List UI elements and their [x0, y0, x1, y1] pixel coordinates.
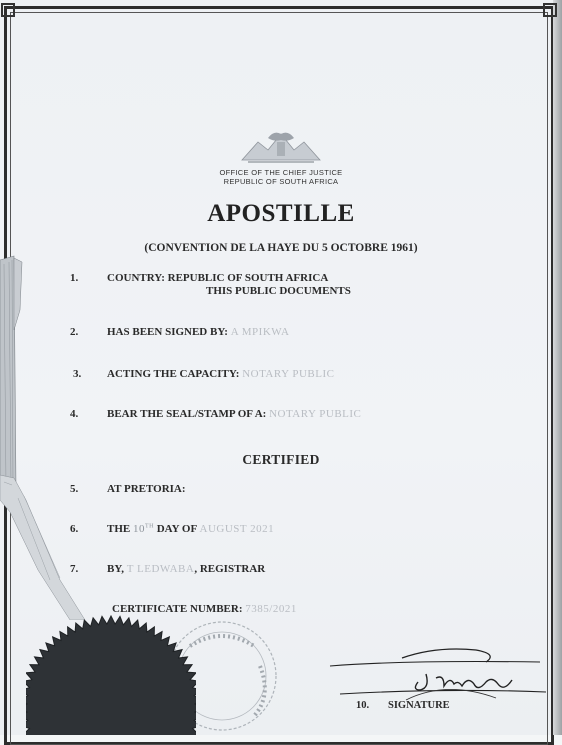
item-country-line2: THIS PUBLIC DOCUMENTS: [206, 285, 351, 297]
corner-ornament: [543, 3, 557, 17]
item-value: A MPIKWA: [230, 326, 290, 338]
item-signed-by: [107, 326, 289, 338]
item-label: BEAR THE SEAL/STAMP OF A:: [107, 408, 267, 420]
ribbon-icon: [0, 250, 90, 620]
item-label: BY,: [107, 563, 125, 575]
notary-seal-icon: [26, 608, 196, 735]
item-place: AT PRETORIA:: [107, 483, 186, 495]
signature-number: 10.: [356, 700, 370, 711]
item-country: COUNTRY: REPUBLIC OF SOUTH AFRICA: [107, 272, 329, 284]
item-value: AUGUST 2021: [199, 523, 275, 535]
item-number: 6.: [70, 523, 79, 535]
item-number: 7.: [70, 563, 79, 575]
signature-label: SIGNATURE: [388, 700, 450, 711]
day-suffix: TH: [144, 523, 154, 530]
item-date: [107, 523, 274, 535]
item-number: 5.: [70, 483, 79, 495]
item-number: 2.: [70, 326, 79, 338]
day-number: 10: [132, 523, 145, 535]
office-line-1: OFFICE OF THE CHIEF JUSTICE: [219, 168, 343, 177]
item-label: , REGISTRAR: [194, 563, 266, 575]
document-title: APOSTILLE: [207, 200, 355, 227]
item-value: NOTARY PUBLIC: [242, 368, 335, 380]
item-seal: [107, 408, 361, 420]
date-day: [133, 523, 154, 535]
page-edge: [553, 0, 562, 735]
office-line-2: REPUBLIC OF SOUTH AFRICA: [223, 177, 339, 186]
corner-ornament: [1, 3, 15, 17]
item-value: NOTARY PUBLIC: [269, 408, 362, 420]
item-label: CERTIFICATE NUMBER:: [112, 603, 243, 615]
document-subtitle: (CONVENTION DE LA HAYE DU 5 OCTOBRE 1961): [144, 242, 418, 254]
item-value: 7385/2021: [245, 603, 297, 615]
coat-of-arms-icon: [238, 124, 324, 164]
item-number: 4.: [70, 408, 79, 420]
item-label: DAY OF: [156, 523, 197, 535]
item-label: THE: [107, 523, 131, 535]
item-label: HAS BEEN SIGNED BY:: [107, 326, 228, 338]
item-label: ACTING THE CAPACITY:: [107, 368, 240, 380]
item-number: 3.: [73, 368, 82, 380]
certified-heading: CERTIFIED: [242, 452, 320, 467]
item-registrar: [107, 563, 265, 575]
item-capacity: [107, 368, 335, 380]
item-value: T LEDWABA: [126, 563, 195, 575]
item-number: 1.: [70, 272, 79, 284]
